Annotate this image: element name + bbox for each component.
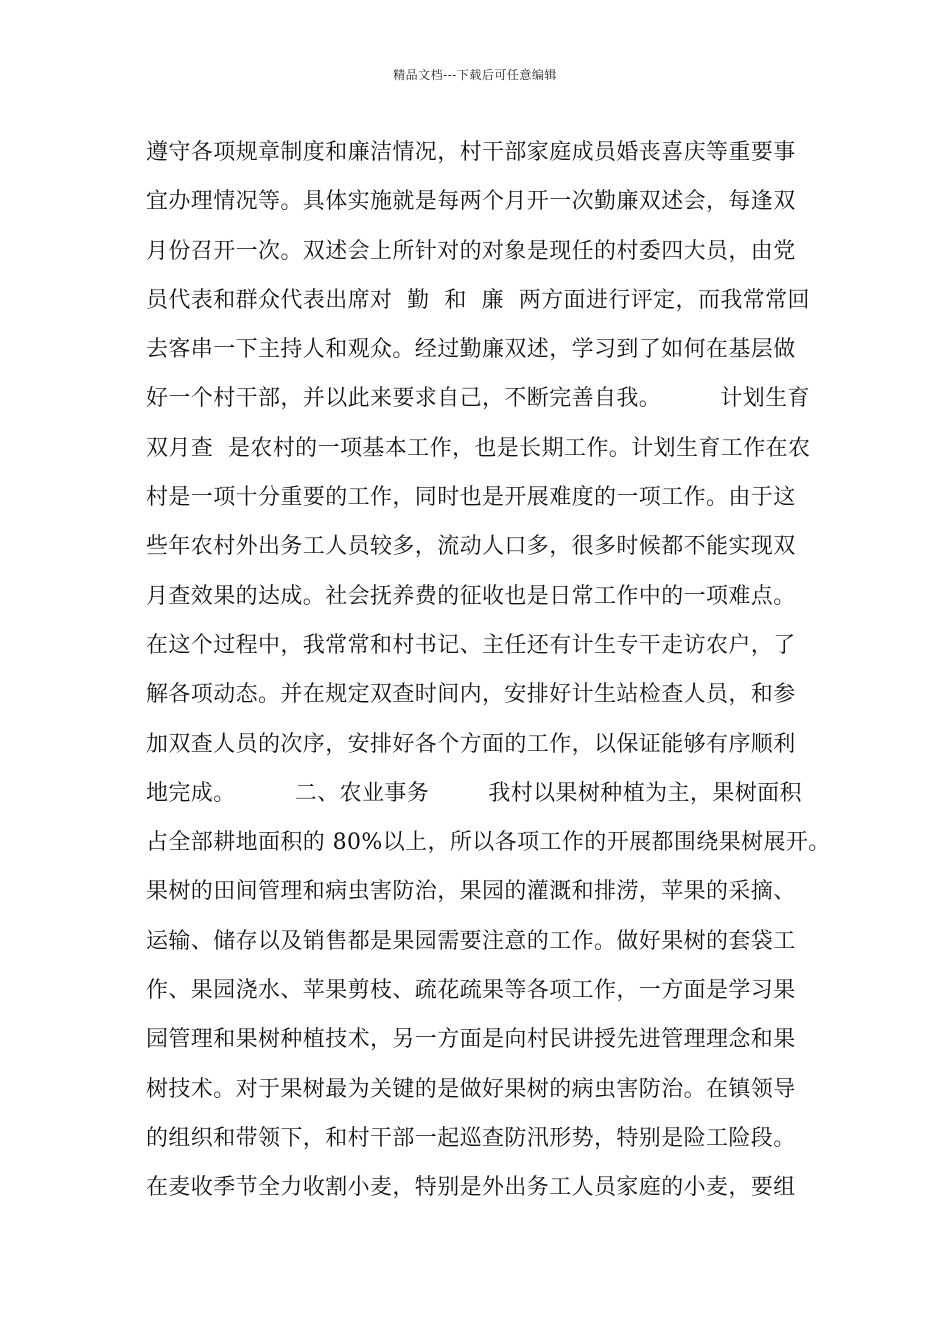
text-line: 些年农村外出务工人员较多，流动人口多，很多时候都不能实现双	[146, 534, 796, 560]
text-line: 去客串一下主持人和观众。经过勤廉双述，学习到了如何在基层做	[146, 337, 796, 363]
text-line: 村是一项十分重要的工作，同时也是开展难度的一项工作。由于这	[146, 485, 796, 511]
text-line: 果树的田间管理和病虫害防治，果园的灌溉和排涝，苹果的采摘、	[146, 879, 796, 905]
text-line: 作、果园浇水、苹果剪枝、疏花疏果等各项工作，一方面是学习果	[146, 978, 796, 1004]
text-line: 运输、储存以及销售都是果园需要注意的工作。做好果树的套袋工	[146, 928, 796, 954]
text-line: 在这个过程中，我常常和村书记、主任还有计生专干走访农户，了	[146, 632, 796, 658]
text-line: 宜办理情况等。具体实施就是每两个月开一次勤廉双述会，每逢双	[146, 189, 796, 215]
text-line: 双月查 是农村的一项基本工作，也是长期工作。计划生育工作在农	[146, 435, 811, 461]
text-line: 好一个村干部，并以此来要求自己，不断完善自我。 计划生育	[146, 386, 810, 412]
text-line: 遵守各项规章制度和廉洁情况，村干部家庭成员婚丧喜庆等重要事	[146, 140, 796, 165]
text-line: 在麦收季节全力收割小麦，特别是外出务工人员家庭的小麦，要组	[146, 1175, 796, 1201]
text-line: 园管理和果树种植技术，另一方面是向村民讲授先进管理理念和果	[146, 1027, 796, 1053]
body-text	[146, 128, 831, 1213]
text-line: 员代表和群众代表出席对 勤 和 廉 两方面进行评定，而我常常回	[146, 287, 810, 313]
text-line: 月份召开一次。双述会上所针对的对象是现任的村委四大员，由党	[146, 238, 796, 264]
text-line: 的组织和带领下，和村干部一起巡查防汛形势，特别是险工险段。	[146, 1125, 796, 1151]
text-line: 地完成。 二、农业事务 我村以果树种植为主，果树面积	[146, 780, 802, 806]
text-line: 占全部耕地面积的 80%以上，所以各项工作的开展都围绕果树展开。	[146, 830, 831, 856]
text-line: 解各项动态。并在规定双查时间内，安排好计生站检查人员，和参	[146, 682, 796, 708]
text-line: 月查效果的达成。社会抚养费的征收也是日常工作中的一项难点。	[146, 583, 796, 609]
page-header: 精品文档---下载后可任意编辑	[393, 68, 557, 82]
text-line: 树技术。对于果树最为关键的是做好果树的病虫害防治。在镇领导	[146, 1076, 796, 1102]
text-line: 加双查人员的次序，安排好各个方面的工作，以保证能够有序顺利	[146, 731, 796, 757]
